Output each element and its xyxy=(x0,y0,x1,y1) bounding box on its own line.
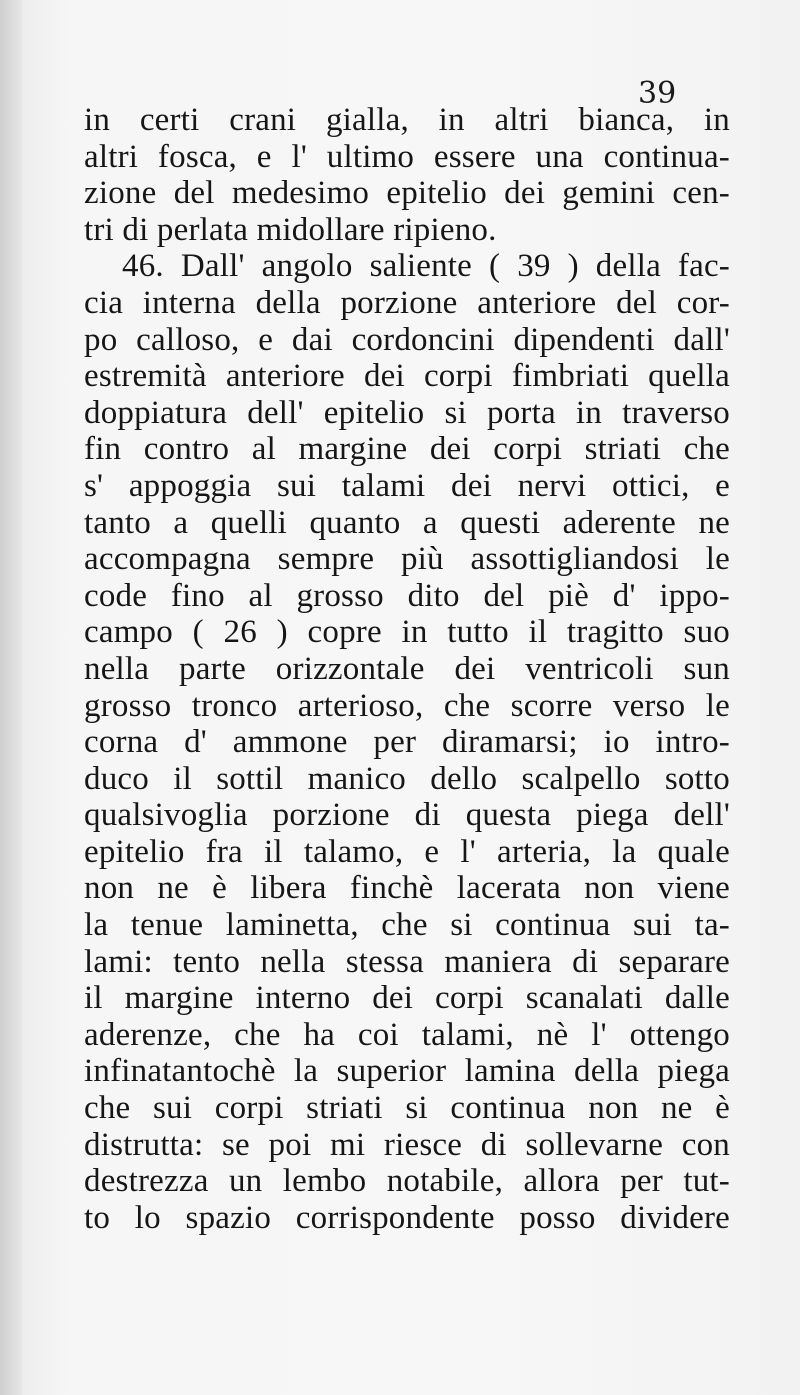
text-line: duco il sottil manico dello scalpello sotto xyxy=(84,760,730,797)
text-line: infinatantochè la superior lamina della piega xyxy=(84,1053,730,1090)
text-line: non ne è libera finchè lacerata non viene xyxy=(84,870,730,907)
text-line: qualsivoglia porzione di questa piega dell' xyxy=(84,797,730,834)
page-number: 39 xyxy=(638,76,677,111)
text-line: doppiatura dell' epitelio si porta in traverso xyxy=(84,394,730,431)
text-line: 46. Dall' angolo saliente ( 39 ) della fac- xyxy=(122,248,730,285)
text-line: s' appoggia sui talami dei nervi ottici, e xyxy=(84,467,730,504)
book-page xyxy=(22,0,800,1395)
body-text xyxy=(84,102,730,1236)
text-line: epitelio fra il talamo, e l' arteria, la quale xyxy=(84,833,730,870)
text-line: cia interna della porzione anteriore del cor- xyxy=(84,284,730,321)
text-line: accompagna sempre più assottigliandosi le xyxy=(84,541,730,578)
text-line: lami: tento nella stessa maniera di separare xyxy=(84,943,730,980)
text-line: corna d' ammone per diramarsi; io intro- xyxy=(84,724,730,761)
text-line: nella parte orizzontale dei ventricoli sun xyxy=(84,650,730,687)
text-line: in certi crani gialla, in altri bianca, in xyxy=(84,102,730,138)
text-line: il margine interno dei corpi scanalati dalle xyxy=(84,980,730,1017)
text-line: aderenze, che ha coi talami, nè l' ottengo xyxy=(84,1016,730,1053)
text-line: tanto a quelli quanto a questi aderente ne xyxy=(84,504,730,541)
text-line: altri fosca, e l' ultimo essere una continua- xyxy=(84,138,730,175)
text-line: tri di perlata midollare ripieno. xyxy=(84,211,497,248)
text-line: zione del medesimo epitelio dei gemini cen- xyxy=(84,175,730,212)
text-line: to lo spazio corrispondente posso dividere xyxy=(84,1199,730,1236)
text-line: distrutta: se poi mi riesce di sollevarne con xyxy=(84,1126,730,1163)
text-line: la tenue laminetta, che si continua sui ta- xyxy=(84,907,730,944)
text-line: campo ( 26 ) copre in tutto il tragitto suo xyxy=(84,614,730,651)
text-line: fin contro al margine dei corpi striati che xyxy=(84,431,730,468)
text-line: destrezza un lembo notabile, allora per tut- xyxy=(84,1163,730,1200)
text-line: code fino al grosso dito del piè d' ippo- xyxy=(84,577,730,614)
text-line: grosso tronco arterioso, che scorre verso le xyxy=(84,687,730,724)
text-line: che sui corpi striati si continua non ne è xyxy=(84,1090,730,1127)
text-line: po calloso, e dai cordoncini dipendenti dall' xyxy=(84,321,730,358)
text-line: estremità anteriore dei corpi fimbriati quella xyxy=(84,358,730,395)
